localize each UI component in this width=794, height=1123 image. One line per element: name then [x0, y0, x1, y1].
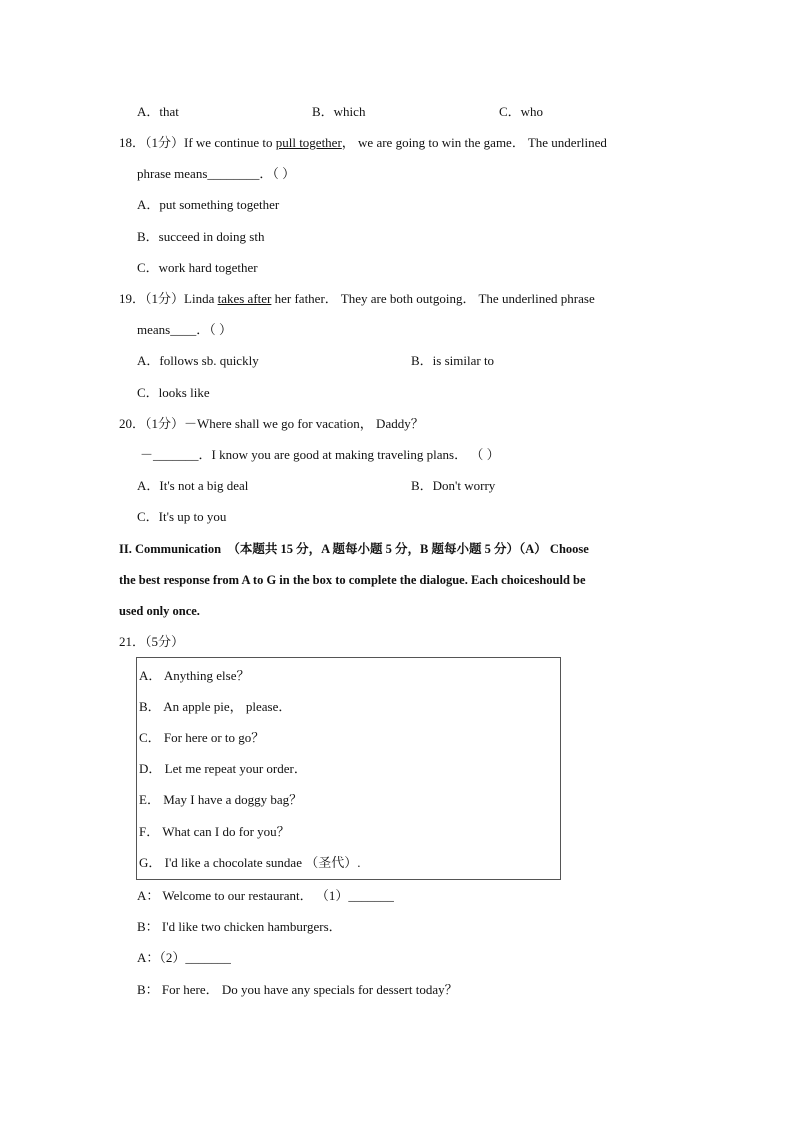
option-c: C．work hard together [137, 260, 258, 275]
stem-text: Linda [184, 291, 218, 306]
box-option-b: B． An apple pie， please． [139, 699, 292, 714]
box-option-d: D． Let me repeat your order． [139, 761, 307, 776]
section-heading [119, 541, 589, 557]
stem-text: If we continue to [184, 135, 276, 150]
option-b: B．which [312, 104, 366, 119]
question-number: 18．（1分） [119, 135, 185, 150]
question-20-stem [119, 416, 424, 432]
underlined-phrase: pull together [275, 135, 342, 150]
question-number: 20．（1分） [119, 416, 185, 431]
option-b: B．succeed in doing sth [137, 229, 265, 244]
option-b: B．Don't worry [411, 478, 496, 493]
stem-text: her father． They are both outgoing． The underlined phrase [271, 291, 595, 306]
stem-text: －Where shall we go for vacation， Daddy？ [184, 416, 424, 431]
question-21-number: 21．（5分） [119, 634, 185, 649]
question-19-line2: means____．（ ） [137, 322, 232, 337]
box-option-e: E． May I have a doggy bag？ [139, 792, 303, 807]
option-c: C．who [499, 104, 544, 119]
question-18-line2: phrase means________．（ ） [137, 166, 296, 181]
question-18-stem [119, 135, 656, 151]
dialogue-line: A：（2）_______ [137, 950, 231, 965]
option-a: A．It's not a big deal [137, 478, 249, 493]
option-b: B．is similar to [411, 353, 495, 368]
question-number: 19．（1分） [119, 291, 185, 306]
option-a: A．that [137, 104, 179, 119]
section-title: II. Communication [119, 542, 222, 556]
box-option-a: A． Anything else？ [139, 668, 250, 683]
box-option-f: F． What can I do for you？ [139, 824, 290, 839]
stem-text: ， we are going to win the game． The underlined [341, 135, 607, 150]
option-a: A．follows sb. quickly [137, 353, 259, 368]
section-instructions-line3: used only once. [119, 604, 200, 618]
box-option-g: G． I'd like a chocolate sundae （圣代）. [139, 855, 361, 870]
option-a: A．put something together [137, 197, 280, 212]
box-option-c: C． For here or to go？ [139, 730, 265, 745]
dialogue-line: B： I'd like two chicken hamburgers． [137, 919, 342, 934]
section-instructions-line2: the best response from A to G in the box to complete the dialogue. Each choiceshould be [119, 573, 586, 587]
question-20-line2: －_______．I know you are good at making traveling plans． （ ） [140, 447, 500, 462]
option-c: C．It's up to you [137, 509, 227, 524]
underlined-phrase: takes after [217, 291, 272, 306]
option-c: C．looks like [137, 385, 210, 400]
section-instructions: （本题共 15 分，A 题每小题 5 分，B 题每小题 5 分）（A） Choose [227, 542, 589, 556]
dialogue-line: A： Welcome to our restaurant． （1）_______ [137, 888, 394, 903]
dialogue-line: B： For here． Do you have any specials for dessert today？ [137, 982, 458, 997]
question-19-stem [119, 291, 595, 307]
